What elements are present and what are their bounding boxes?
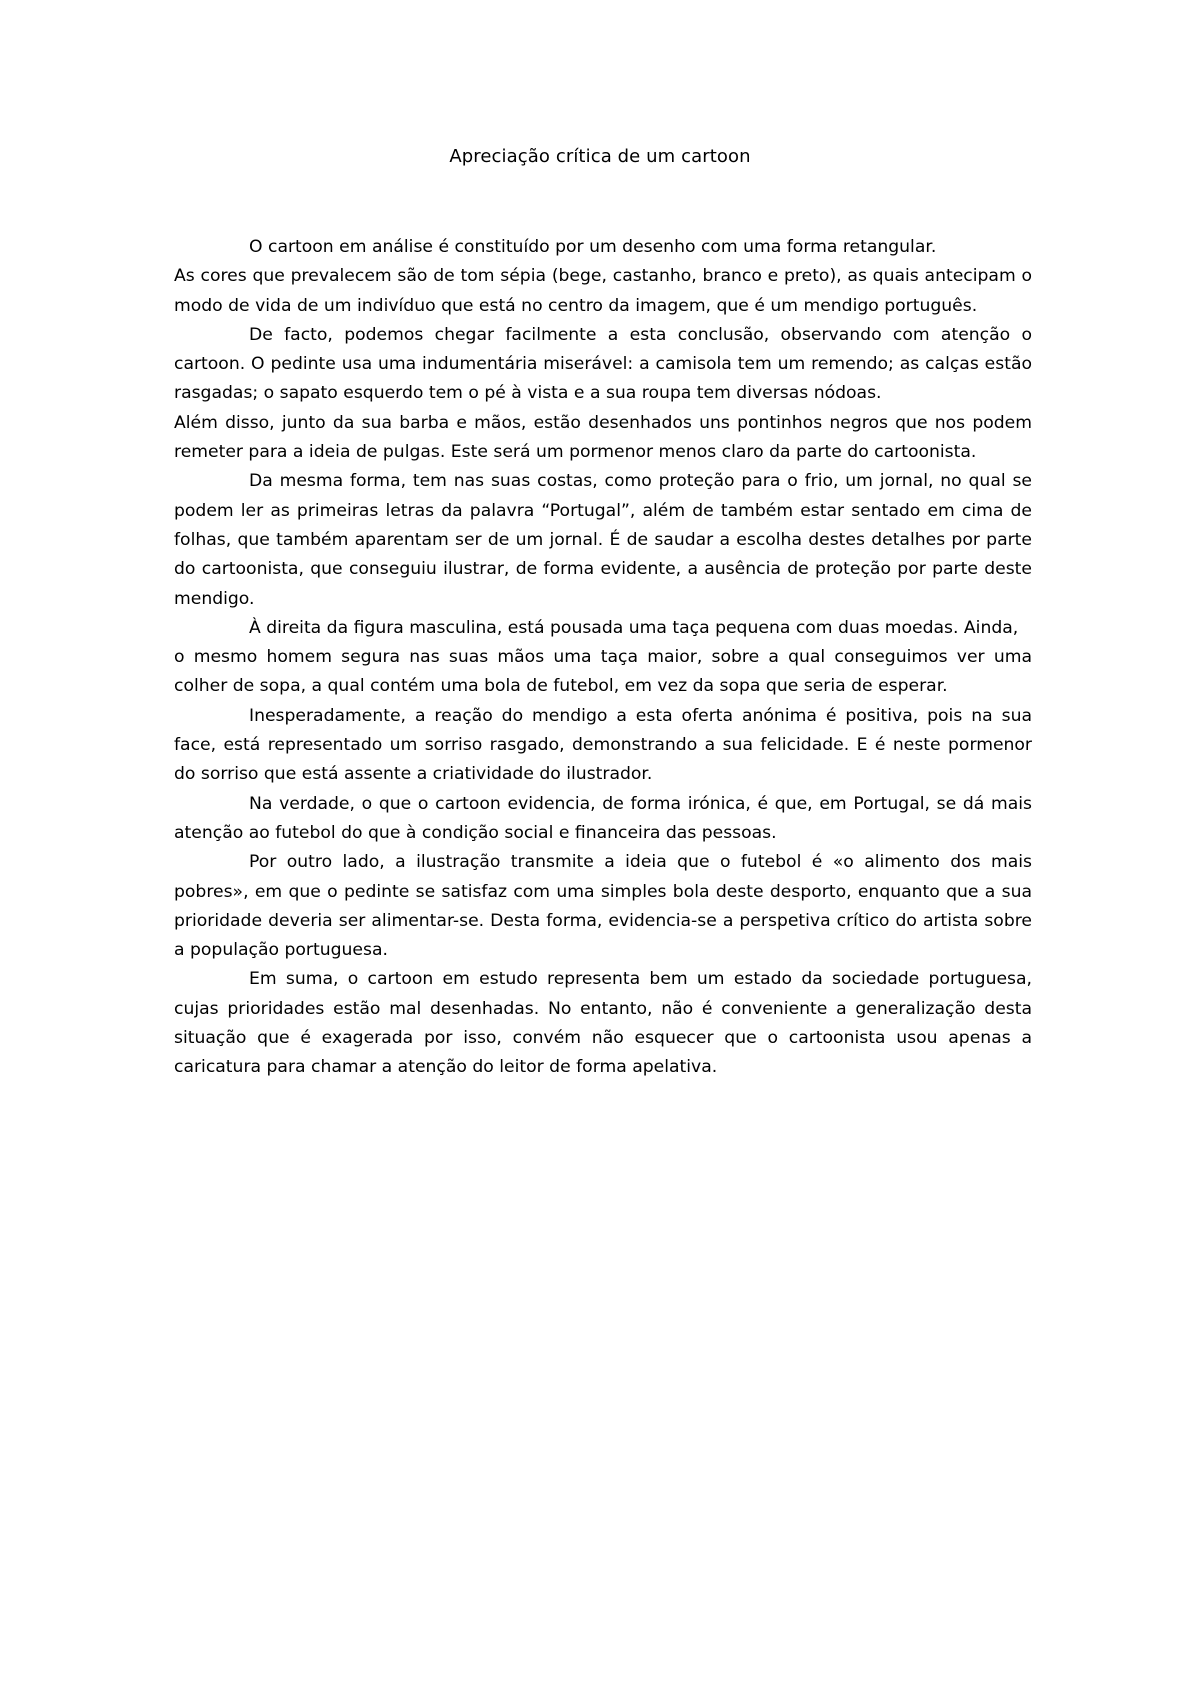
paragraph-reaction: Inesperadamente, a reação do mendigo a esta oferta anónima é positiva, pois na sua face, está representado um sorriso rasgado, demonstrando a sua felicidade. E é neste pormenor do sorriso que está assente a criatividade do ilustrador. <box>174 705 1032 785</box>
paragraph-spoon-ball: o mesmo homem segura nas suas mãos uma taça maior, sobre a qual conseguimos ver uma colher de sopa, a qual contém uma bola de futebol, em vez da sopa que seria de esperar. <box>174 647 1032 697</box>
paragraph-newspaper: Da mesma forma, tem nas suas costas, como proteção para o frio, um jornal, no qual se podem ler as primeiras letras da palavra “Portugal”, além de também estar sentado em cima de folhas, que também aparentam ser de um jornal. É de saudar a escolha destes detalhes por parte do cartoonista, que conseguiu ilustrar, de forma evidente, a ausência de proteção por parte deste mendigo. <box>174 471 1032 609</box>
paragraph-conclusion: Em suma, o cartoon em estudo representa bem um estado da sociedade portuguesa, cujas prioridades estão mal desenhadas. No entanto, não é conveniente a generalização desta situação que é exagerada por isso, convém não esquecer que o cartoonista usou apenas a caricatura para chamar a atenção do leitor de forma apelativa. <box>174 969 1032 1078</box>
paragraph-irony: Na verdade, o que o cartoon evidencia, de forma irónica, é que, em Portugal, se dá mais atenção ao futebol do que à condição social e financeira das pessoas. <box>174 793 1032 843</box>
document-body <box>174 233 1032 1083</box>
paragraph-fleas: Além disso, junto da sua barba e mãos, estão desenhados uns pontinhos negros que nos podem remeter para a ideia de pulgas. Este será um pormenor menos claro da parte do cartoonista. <box>174 412 1032 463</box>
document-title: Apreciação crítica de um cartoon <box>449 146 751 167</box>
paragraph-perspective: Por outro lado, a ilustração transmite a ideia que o futebol é «o alimento dos mais pobres», em que o pedinte se satisfaz com uma simples bola deste desporto, enquanto que a sua prioridade deveria ser alimentar-se. Desta forma, evidencia-se a perspetiva crítico do artista sobre a população portuguesa. <box>174 852 1032 961</box>
paragraph-coins: À direita da figura masculina, está pousada uma taça pequena com duas moedas. Ainda, <box>249 617 1019 638</box>
paragraph-colors: As cores que prevalecem são de tom sépia (bege, castanho, branco e preto), as quais antecipam o modo de vida de um indivíduo que está no centro da imagem, que é um mendigo português. <box>174 266 1032 316</box>
paragraph-intro: O cartoon em análise é constituído por um desenho com uma forma retangular. <box>249 237 937 257</box>
paragraph-clothing: De facto, podemos chegar facilmente a esta conclusão, observando com atenção o cartoon. O pedinte usa uma indumentária miserável: a camisola tem um remendo; as calças estão rasgadas; o sapato esquerdo tem o pé à vista e a sua roupa tem diversas nódoas. <box>174 324 1032 404</box>
